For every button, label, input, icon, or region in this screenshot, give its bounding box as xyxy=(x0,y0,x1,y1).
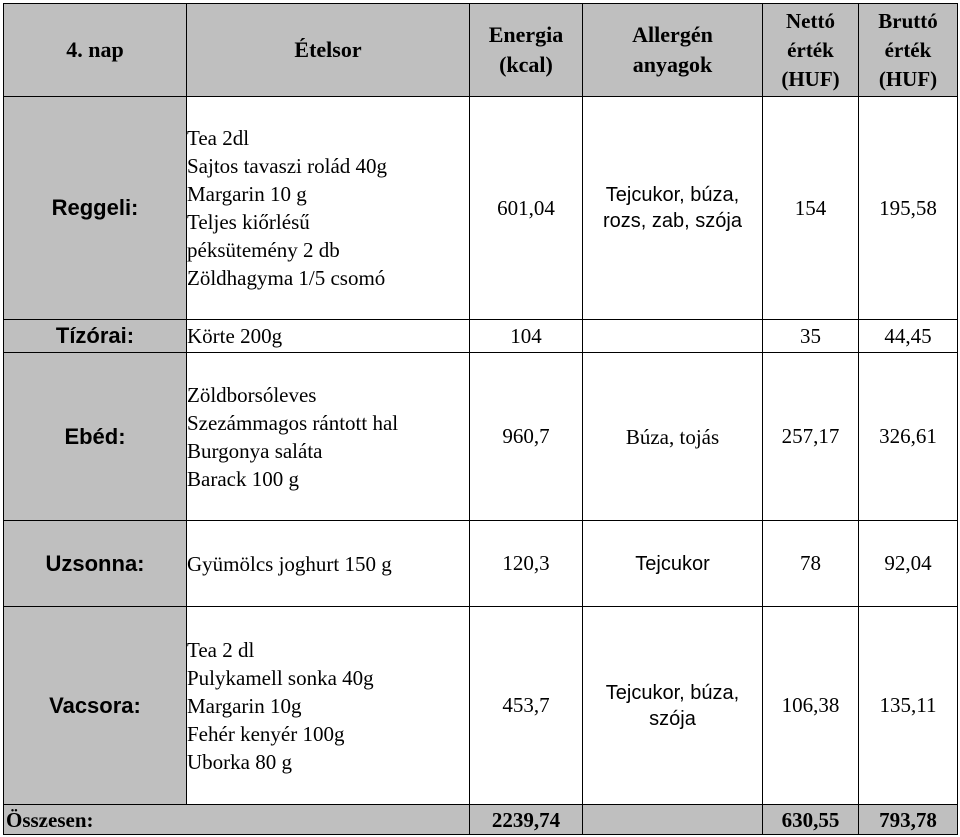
total-allergens-empty xyxy=(583,805,763,835)
allergens-value xyxy=(583,353,763,521)
allergens-value xyxy=(583,521,763,607)
food-item: Teljes kiőrlésű xyxy=(187,210,310,234)
energy-header-line: Energia xyxy=(488,22,564,47)
food-list xyxy=(187,607,470,805)
net-header xyxy=(763,4,859,97)
food-item: Zöldborsóleves xyxy=(187,382,317,407)
energy-value: 453,7 xyxy=(470,607,583,805)
day-header: 4. nap xyxy=(4,4,187,97)
table-row xyxy=(4,97,958,320)
energy-header-line: (kcal) xyxy=(499,52,553,77)
food-list xyxy=(187,320,470,353)
net-header-line: (HUF) xyxy=(781,66,840,91)
energy-value: 601,04 xyxy=(470,97,583,320)
energy-header xyxy=(470,4,583,97)
gross-value: 195,58 xyxy=(859,97,958,320)
food-item: Szezámmagos rántott hal xyxy=(187,410,399,435)
gross-header-line: (HUF) xyxy=(878,66,938,91)
net-value: 257,17 xyxy=(763,353,859,521)
food-item: Pulykamell sonka 40g xyxy=(187,665,374,690)
allergen-line: Tejcukor, búza, xyxy=(605,681,740,704)
food-item: Burgonya saláta xyxy=(187,438,323,463)
allergen-line: rozs, zab, szója xyxy=(603,210,742,232)
meal-label: Ebéd: xyxy=(4,353,187,521)
food-item: Margarin 10 g xyxy=(187,182,307,206)
table-row xyxy=(4,320,958,353)
gross-header-line: érték xyxy=(884,37,932,62)
net-header-line: érték xyxy=(787,37,834,62)
allergens-value xyxy=(583,607,763,805)
allergens-value xyxy=(583,97,763,320)
meal-label: Vacsora: xyxy=(4,607,187,805)
meal-label: Tízórai: xyxy=(4,320,187,353)
total-label: Összesen: xyxy=(4,805,470,835)
menu-header: Ételsor xyxy=(187,4,470,97)
allergen-line: Tejcukor, búza, xyxy=(605,184,740,206)
allergens-header xyxy=(583,4,763,97)
total-gross: 793,78 xyxy=(859,805,958,835)
food-list xyxy=(187,353,470,521)
allergen-line: szója xyxy=(649,707,696,730)
food-item: Zöldhagyma 1/5 csomó xyxy=(187,266,386,290)
food-item: Gyümölcs joghurt 150 g xyxy=(187,551,392,576)
allergens-value xyxy=(583,320,763,353)
food-item: Sajtos tavaszi rolád 40g xyxy=(187,154,388,178)
gross-header xyxy=(859,4,958,97)
food-list xyxy=(187,521,470,607)
energy-value: 120,3 xyxy=(470,521,583,607)
net-value: 35 xyxy=(763,320,859,353)
meal-label: Uzsonna: xyxy=(4,521,187,607)
total-row xyxy=(4,805,958,835)
food-item: Körte 200g xyxy=(187,324,283,348)
energy-value: 104 xyxy=(470,320,583,353)
food-list xyxy=(187,97,470,320)
net-value: 78 xyxy=(763,521,859,607)
meal-label: Reggeli: xyxy=(4,97,187,320)
menu-table xyxy=(3,3,958,835)
net-value: 106,38 xyxy=(763,607,859,805)
food-item: Uborka 80 g xyxy=(187,749,292,774)
header-row xyxy=(4,4,958,97)
net-header-line: Nettó xyxy=(786,8,835,33)
total-net: 630,55 xyxy=(763,805,859,835)
table-row xyxy=(4,521,958,607)
food-item: péksütemény 2 db xyxy=(187,238,340,262)
allergen-line: Búza, tojás xyxy=(625,424,720,449)
food-item: Tea 2 dl xyxy=(187,637,255,662)
food-item: Fehér kenyér 100g xyxy=(187,721,345,746)
table-row xyxy=(4,353,958,521)
gross-value: 135,11 xyxy=(859,607,958,805)
total-energy: 2239,74 xyxy=(470,805,583,835)
gross-value: 326,61 xyxy=(859,353,958,521)
gross-value: 92,04 xyxy=(859,521,958,607)
allergen-line: Tejcukor xyxy=(635,552,710,575)
food-item: Margarin 10g xyxy=(187,693,302,718)
allergens-header-line: Allergén xyxy=(632,22,713,47)
food-item: Tea 2dl xyxy=(187,126,250,150)
table-row xyxy=(4,607,958,805)
energy-value: 960,7 xyxy=(470,353,583,521)
gross-value: 44,45 xyxy=(859,320,958,353)
allergens-header-line: anyagok xyxy=(632,52,713,77)
food-item: Barack 100 g xyxy=(187,466,299,491)
gross-header-line: Bruttó xyxy=(878,8,938,33)
net-value: 154 xyxy=(763,97,859,320)
